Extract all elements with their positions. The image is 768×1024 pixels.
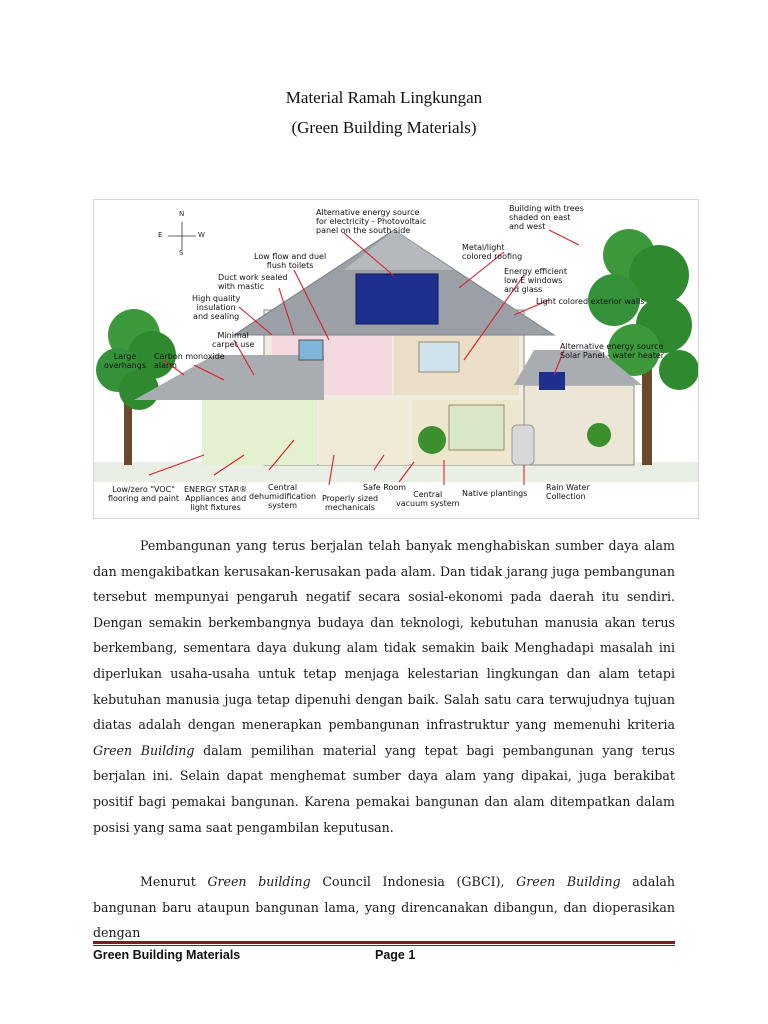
- p1-emphasis: Green Building: [93, 742, 195, 758]
- p1-text-b: dalam pemilihan material yang tepat bagi pembangunan yang terus berjalan ini. Selain dapat menghemat sumber daya alam yang dipakai, juga berakibat positif bagi pemakai bangunan. Karena pemakai bangunan dan alam ditempatkan dalam posisi yang sama saat pengambilan keputusan.: [93, 742, 675, 835]
- green-house-illustration: [93, 199, 699, 519]
- utility-room: [319, 400, 409, 465]
- label-insulation: High quality insulation and sealing: [192, 294, 241, 321]
- footer-title: Green Building Materials: [93, 948, 241, 962]
- p2-text-b: Council Indonesia (GBCI),: [310, 874, 517, 889]
- label-energy-star: ENERGY STAR® Appliances and light fixtures: [184, 485, 248, 512]
- compass-east: E: [158, 231, 163, 239]
- label-dehumidification: Central dehumidification system: [249, 483, 317, 510]
- living-window: [449, 405, 504, 450]
- p2-emphasis-1: Green building: [207, 874, 311, 889]
- shrub-right: [587, 423, 611, 447]
- label-native-plantings: Native plantings: [462, 489, 528, 498]
- footer-rule-thin: [93, 945, 675, 946]
- label-alt-energy-solar: Alternative energy source Solar Panel - water heater: [560, 342, 665, 360]
- label-duct-work: Duct work sealed with mastic: [218, 273, 288, 291]
- label-large-overhangs: Large overhangs: [104, 352, 146, 370]
- label-vacuum: Central vacuum system: [396, 490, 460, 508]
- label-building-trees: Building with trees shaded on east and west: [509, 204, 584, 231]
- label-carpet: Minimal carpet use: [212, 331, 255, 349]
- roof-highlight: [344, 230, 454, 270]
- compass-west: W: [198, 231, 205, 239]
- document-title: Material Ramah Lingkungan: [285, 88, 483, 107]
- p2-text-a: Menurut: [140, 874, 208, 889]
- label-rain-water: Rain Water Collection: [546, 483, 590, 501]
- compass-south: S: [179, 249, 184, 257]
- p2-text-c: adalah bangunan baru ataupun bangunan lama, yang direncanakan dibangun, dan dioperasikan dengan: [93, 874, 676, 941]
- upper-window: [419, 342, 459, 372]
- right-wing: [524, 385, 634, 465]
- compass-north: N: [179, 210, 185, 218]
- photovoltaic-panel: [356, 274, 438, 324]
- footer-rule-thick: [93, 941, 675, 944]
- label-carbon-monoxide: Carbon monoxide alarm: [154, 352, 225, 370]
- kitchen: [202, 400, 317, 465]
- p2-emphasis-2: Green Building: [516, 874, 621, 889]
- document-subtitle: (Green Building Materials): [291, 118, 477, 137]
- label-light-walls: Light colored exterior walls: [536, 297, 645, 306]
- shrub: [418, 426, 446, 454]
- footer-page-number: Page 1: [375, 948, 416, 962]
- rain-barrel: [512, 425, 534, 465]
- label-low-flow: Low flow and duel flush toilets: [254, 252, 327, 270]
- label-alt-energy-pv: Alternative energy source for electricity - Photovoltaic panel on the south side: [316, 208, 427, 235]
- wall-picture: [299, 340, 323, 360]
- label-metal-roofing: Metal/light colored roofing: [462, 243, 523, 261]
- solar-water-heater-panel: [539, 372, 565, 390]
- label-voc: Low/zero "VOC" flooring and paint: [108, 485, 180, 503]
- label-safe-room: Safe Room: [363, 483, 407, 492]
- paragraph-2: [93, 869, 675, 946]
- compass-rose: [168, 222, 196, 250]
- label-energy-windows: Energy efficient low E windows and glass: [504, 267, 567, 294]
- label-mechanicals: Properly sized mechanicals: [322, 494, 379, 512]
- paragraph-1: [93, 533, 675, 840]
- p1-text-a: Pembangunan yang terus berjalan telah banyak menghabiskan sumber daya alam dan mengakibatkan kerusakan-kerusakan pada alam. Dan tidak jarang juga pembangunan tersebut mempunyai pengaruh negatif secara sosial-ekonomi pada daerah itu sendiri. Dengan semakin berkembangnya budaya dan teknologi, kebutuhan manusia akan terus berkembang, sementara daya dukung alam tidak semakin baik Menghadapi masalah ini diperlukan usaha-usaha untuk tetap menjaga kelestarian lingkungan dan alam tetapi kebutuhan manusia juga tetap dipenuhi dengan baik. Salah satu cara terwujudnya tujuan diatas adalah dengan menerapkan pembangunan infrastruktur yang memenuhi kriteria: [93, 538, 675, 733]
